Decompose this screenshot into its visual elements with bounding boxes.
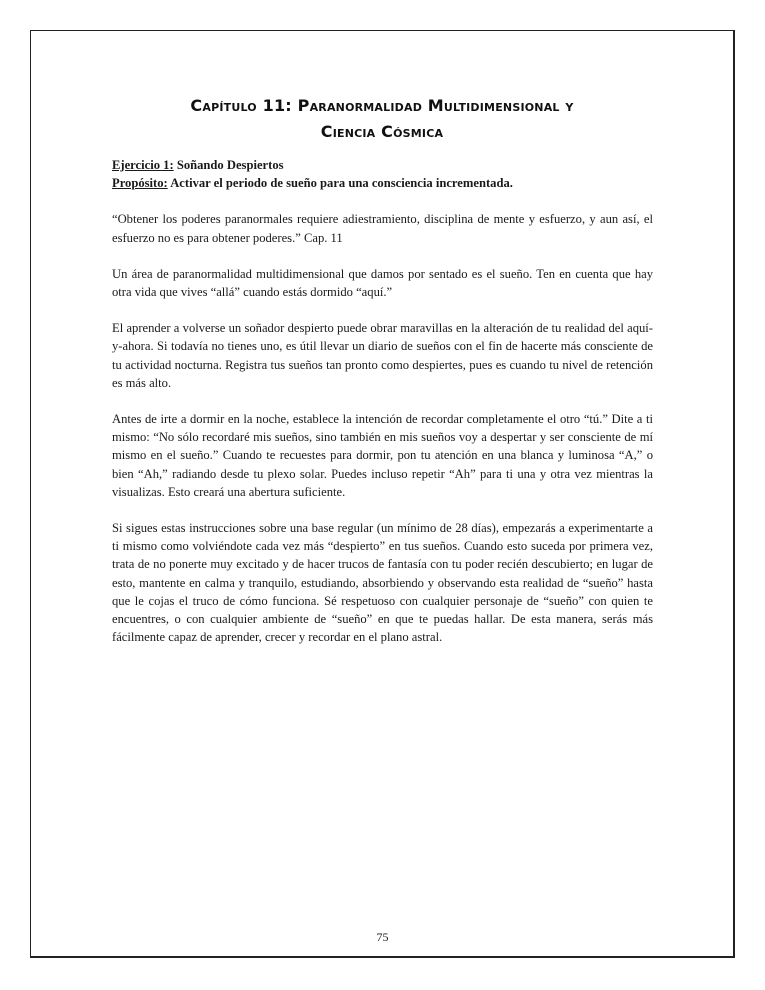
exercise-heading (112, 156, 653, 174)
quote-paragraph: “Obtener los poderes paranormales requiere adiestramiento, disciplina de mente y esfuerzo, y aun así, el esfuerzo no es para obtener poderes.” Cap. 11 (112, 212, 653, 245)
exercise-title: Soñando Despiertos (173, 158, 284, 172)
page-number: 75 (376, 930, 389, 944)
chapter-title (112, 93, 652, 145)
purpose-text: Activar el periodo de sueño para una consciencia incrementada. (167, 176, 513, 191)
body-paragraph: Un área de paranormalidad multidimensional que damos por sentado es el sueño. Ten en cuenta que hay otra vida que vives “allá” cuando estás dormido “aquí.” (112, 266, 653, 300)
body-paragraph: El aprender a volverse un soñador despierto puede obrar maravillas en la alteración de tu realidad del aquí-y-ahora. Si todavía no tienes uno, es útil llevar un diario de sueños con el fin de hacerte más consciente de tu actividad nocturna. Registra tus sueños tan pronto como despiertes, pues es cuando tu nivel de retención es más alto. (112, 321, 653, 390)
purpose-label: Propósito: (112, 176, 168, 191)
body-paragraph: Si sigues estas instrucciones sobre una base regular (un mínimo de 28 días), empezarás a experimentarte a ti mismo como volviéndote cada vez más “despierto” en tus sueños. Cuando esto suceda por primera vez, trata de no ponerte muy excitado y de hacer trucos de fantasía con tu poder recién descubierto; en lugar de esto, mantente en calma y tranquilo, estudiando, absorbiendo y observando esta realidad de “sueño” hasta que le cojas el truco de cómo funciona. Sé respetuoso con cualquier personaje de “sueño” con quien te encuentres, o con cualquier ambiente de “sueño” en que te puedas hallar. De esta manera, serás más fácilmente capaz de aprender, crecer y recordar en el plano astral. (112, 521, 653, 645)
purpose-heading (112, 174, 653, 192)
body-paragraph: Antes de irte a dormir en la noche, establece la intención de recordar completamente el otro “tú.” Dite a ti mismo: “No sólo recordaré mis sueños, sino también en mis sueños voy a despertar y ser consciente de mí mismo en el sueño.” Cuando te recuestes para dormir, pon tu atención en una blanca y luminosa “A,” o bien “Ah,” radiando desde tu plexo solar. Puedes incluso repetir “Ah” para ti una y otra vez mientras la visualizas. Esto creará una abertura suficiente. (112, 412, 653, 499)
document-body (112, 156, 653, 664)
exercise-label: Ejercicio 1: (112, 158, 174, 172)
chapter-title-line-1: Capítulo 11: Paranormalidad Multidimensional y (190, 96, 574, 115)
chapter-title-line-2: Ciencia Cósmica (320, 122, 444, 141)
